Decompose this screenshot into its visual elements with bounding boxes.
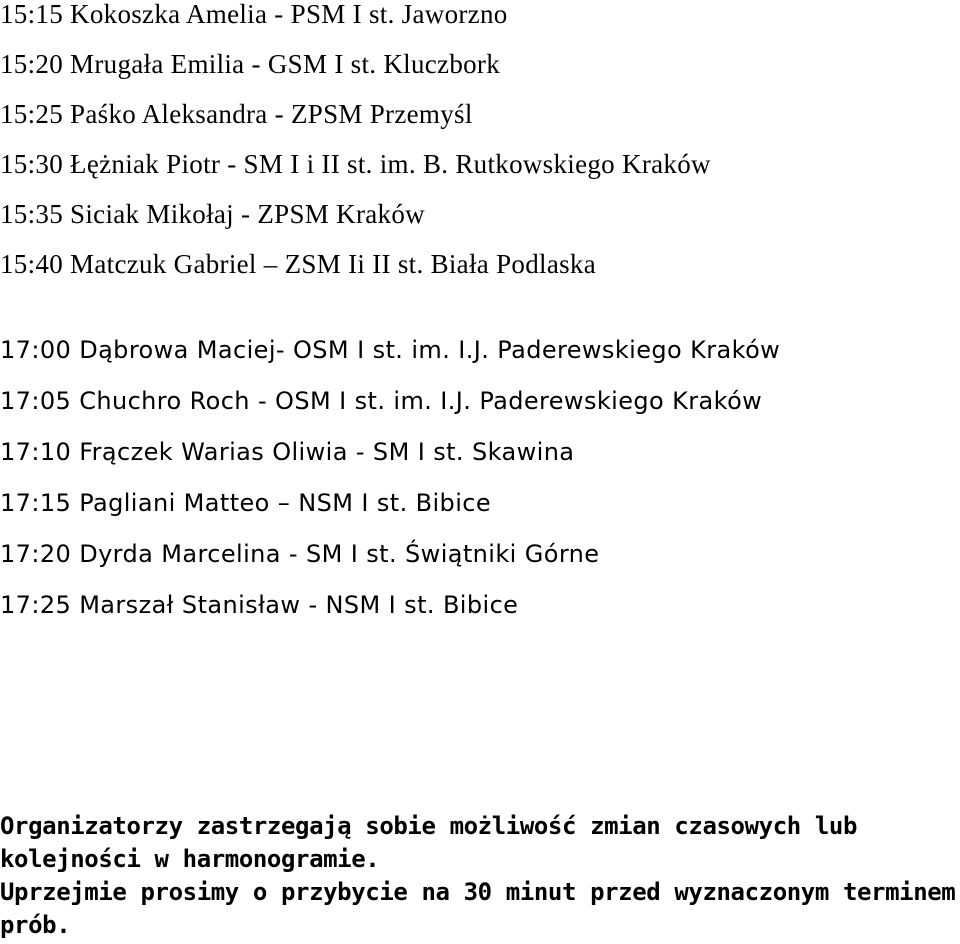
schedule-entry: 15:40 Matczuk Gabriel – ZSM Ii II st. Biała Podlaska — [0, 249, 596, 279]
schedule-entry: 15:20 Mrugała Emilia - GSM I st. Kluczbork — [0, 49, 501, 79]
arrival-note: Uprzejmie prosimy o przybycie na 30 minut przed wyznaczonym terminem prób. — [0, 878, 956, 939]
schedule-entry: 17:10 Frączek Warias Oliwia - SM I st. Skawina — [0, 438, 575, 466]
schedule-entry: 17:25 Marszał Stanisław - NSM I st. Bibice — [0, 591, 519, 619]
schedule-entry: 15:35 Siciak Mikołaj - ZPSM Kraków — [0, 199, 425, 229]
schedule-entry: 15:30 Łężniak Piotr - SM I i II st. im. B. Rutkowskiego Kraków — [0, 149, 711, 179]
schedule-block-afternoon — [0, 0, 960, 300]
schedule-block-evening — [0, 336, 960, 642]
schedule-entry: 17:20 Dyrda Marcelina - SM I st. Świątniki Górne — [0, 540, 600, 568]
schedule-entry: 17:00 Dąbrowa Maciej- OSM I st. im. I.J. Paderewskiego Kraków — [0, 336, 781, 364]
schedule-entry: 15:15 Kokoszka Amelia - PSM I st. Jaworzno — [0, 0, 508, 29]
schedule-entry: 17:15 Pagliani Matteo – NSM I st. Bibice — [0, 489, 492, 517]
organizer-notes — [0, 810, 960, 942]
schedule-entry: 17:05 Chuchro Roch - OSM I st. im. I.J. Paderewskiego Kraków — [0, 387, 763, 415]
schedule-change-note: Organizatorzy zastrzegają sobie możliwość zmian czasowych lub kolejności w harmonogramie. — [0, 812, 858, 873]
schedule-entry: 15:25 Paśko Aleksandra - ZPSM Przemyśl — [0, 99, 473, 129]
